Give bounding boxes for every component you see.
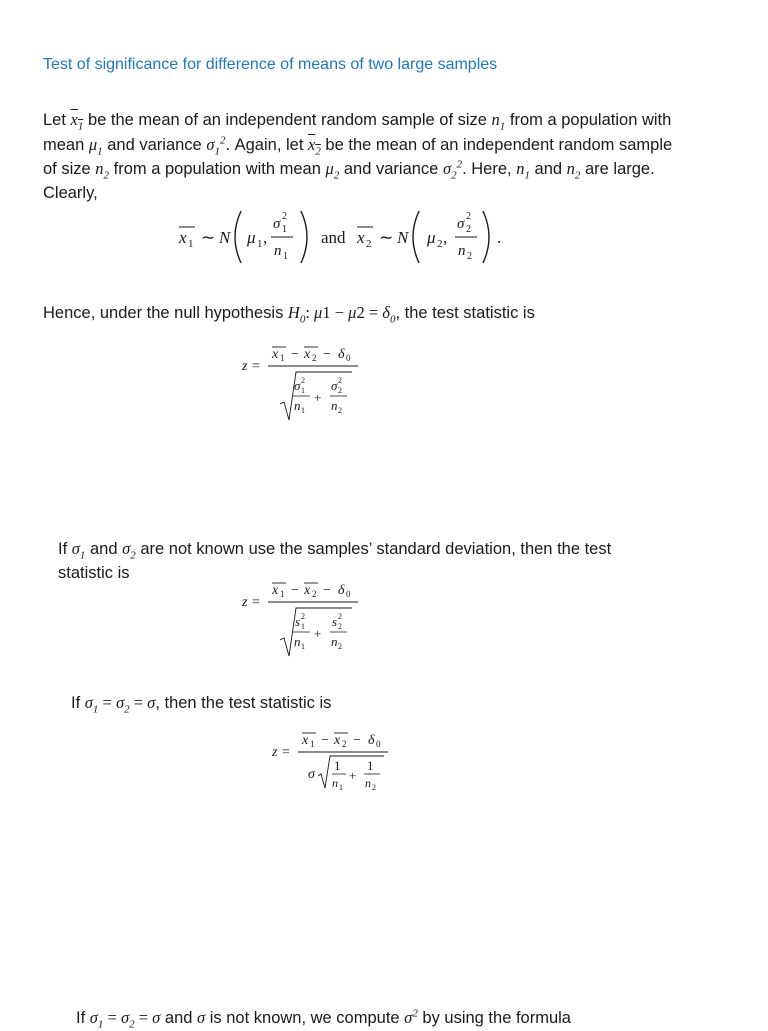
svg-text:2: 2 bbox=[372, 783, 376, 792]
svg-text:,: , bbox=[263, 228, 268, 247]
svg-text:2: 2 bbox=[338, 622, 342, 631]
z-statistic-known-variance bbox=[240, 340, 370, 431]
svg-text:−: − bbox=[323, 583, 331, 598]
svg-text:+: + bbox=[349, 768, 357, 783]
unknown-sigma-paragraph bbox=[58, 537, 738, 585]
svg-text:2: 2 bbox=[301, 376, 305, 385]
intro-paragraph bbox=[43, 108, 743, 205]
svg-text:−: − bbox=[321, 733, 329, 748]
svg-text:2: 2 bbox=[312, 353, 317, 363]
svg-text:2: 2 bbox=[338, 376, 342, 385]
null-hypothesis-paragraph: Hence, under the null hypothesis $H_0$: $\mu 1 - \mu 2 = \delta_0$, the test statistic is bbox=[43, 303, 535, 326]
intro-line-1: Let $x_1$ be the mean of an independent random sample of size $n_1$ from a population with bbox=[43, 110, 672, 133]
unknown-sigma-line-2: statistic is bbox=[58, 563, 130, 582]
svg-text:2: 2 bbox=[467, 251, 472, 262]
svg-text:x: x bbox=[334, 733, 341, 748]
svg-text:s: s bbox=[295, 614, 301, 629]
intro-line-4: Clearly, bbox=[43, 183, 98, 202]
svg-text:z: z bbox=[242, 359, 248, 374]
svg-text:s: s bbox=[332, 614, 338, 629]
svg-text:n: n bbox=[365, 776, 371, 790]
svg-text:n: n bbox=[332, 776, 338, 790]
svg-text:0: 0 bbox=[346, 353, 351, 363]
svg-text:2: 2 bbox=[338, 612, 342, 621]
svg-text:x: x bbox=[357, 228, 365, 247]
svg-text:−: − bbox=[353, 733, 361, 748]
svg-text:+: + bbox=[314, 390, 322, 405]
intro-line-2: mean $\mu_1$ and variance $\sigma_1^2$. Again, let $x_2$ be the mean of an independent random sample bbox=[43, 134, 673, 157]
svg-text:n: n bbox=[294, 398, 301, 413]
section-heading: Test of significance for difference of means of two large samples bbox=[43, 56, 498, 73]
svg-text:N: N bbox=[397, 228, 409, 247]
svg-text:σ: σ bbox=[308, 767, 315, 782]
svg-text:2: 2 bbox=[466, 224, 471, 235]
svg-text:1: 1 bbox=[310, 739, 315, 749]
svg-text:n: n bbox=[331, 634, 338, 649]
svg-text:x: x bbox=[179, 228, 187, 247]
unknown-sigma-line-1: If $\sigma_1$ and $\sigma_2$ are not known use the samples’ standard deviation, then the test bbox=[58, 539, 612, 562]
svg-text:0: 0 bbox=[376, 739, 381, 749]
svg-text:1: 1 bbox=[367, 758, 374, 773]
svg-text:1: 1 bbox=[301, 386, 305, 395]
svg-text:−: − bbox=[323, 347, 331, 362]
svg-text:2: 2 bbox=[342, 739, 347, 749]
svg-text:σ: σ bbox=[331, 378, 338, 393]
svg-text:∼: ∼ bbox=[379, 228, 394, 247]
svg-text:1: 1 bbox=[301, 622, 305, 631]
svg-text:σ: σ bbox=[273, 216, 281, 232]
svg-text:n: n bbox=[274, 243, 282, 259]
svg-text:.: . bbox=[497, 228, 502, 247]
svg-text:δ: δ bbox=[338, 347, 345, 362]
svg-text:x: x bbox=[304, 347, 311, 362]
svg-text:−: − bbox=[291, 347, 299, 362]
svg-text:n: n bbox=[294, 634, 301, 649]
svg-text:μ: μ bbox=[427, 228, 436, 247]
svg-text:1: 1 bbox=[280, 589, 285, 599]
svg-text:N: N bbox=[219, 228, 231, 247]
svg-text:+: + bbox=[314, 626, 322, 641]
svg-text:1: 1 bbox=[301, 642, 305, 651]
z-statistic-sample-sd bbox=[240, 576, 370, 667]
svg-text:1: 1 bbox=[257, 238, 263, 250]
svg-text:=: = bbox=[252, 359, 260, 374]
svg-text:x: x bbox=[272, 583, 279, 598]
svg-text:σ: σ bbox=[294, 378, 301, 393]
svg-text:,: , bbox=[443, 228, 448, 247]
svg-text:μ: μ bbox=[247, 228, 256, 247]
svg-text:−: − bbox=[291, 583, 299, 598]
svg-text:1: 1 bbox=[282, 224, 287, 235]
svg-text:1: 1 bbox=[301, 406, 305, 415]
svg-text:δ: δ bbox=[368, 733, 375, 748]
svg-text:=: = bbox=[282, 745, 290, 760]
svg-text:1: 1 bbox=[280, 353, 285, 363]
svg-text:=: = bbox=[252, 595, 260, 610]
svg-text:1: 1 bbox=[283, 251, 288, 262]
svg-text:2: 2 bbox=[366, 238, 372, 250]
svg-text:2: 2 bbox=[282, 211, 287, 222]
svg-text:2: 2 bbox=[466, 211, 471, 222]
svg-text:z: z bbox=[242, 595, 248, 610]
svg-text:0: 0 bbox=[346, 589, 351, 599]
svg-text:2: 2 bbox=[338, 642, 342, 651]
svg-text:2: 2 bbox=[312, 589, 317, 599]
compute-sigma-paragraph: If $\sigma_1 = \sigma_2 = \sigma$ and σ is not known, we compute $\sigma^2$ by using the formula bbox=[76, 1007, 571, 1031]
svg-text:x: x bbox=[272, 347, 279, 362]
sampling-distribution-formula bbox=[175, 205, 515, 274]
svg-text:2: 2 bbox=[338, 406, 342, 415]
svg-text:z: z bbox=[272, 745, 278, 760]
svg-text:and: and bbox=[321, 228, 346, 247]
svg-text:x: x bbox=[302, 733, 309, 748]
svg-text:1: 1 bbox=[339, 783, 343, 792]
svg-text:1: 1 bbox=[334, 758, 341, 773]
svg-text:δ: δ bbox=[338, 583, 345, 598]
svg-text:σ: σ bbox=[457, 216, 465, 232]
svg-text:1: 1 bbox=[188, 238, 194, 250]
svg-text:2: 2 bbox=[437, 238, 443, 250]
svg-text:2: 2 bbox=[301, 612, 305, 621]
equal-sigma-paragraph: If $\sigma_1 = \sigma_2 = \sigma$, then the test statistic is bbox=[71, 693, 332, 716]
svg-text:n: n bbox=[458, 243, 466, 259]
intro-line-3: of size $n_2$ from a population with mean $\mu_2$ and variance $\sigma_2^2$. Here, $n_1$ and $n_2$ are large. bbox=[43, 158, 655, 182]
svg-text:∼: ∼ bbox=[201, 228, 216, 247]
svg-text:2: 2 bbox=[338, 386, 342, 395]
z-statistic-equal-sigma bbox=[270, 726, 400, 801]
svg-text:x: x bbox=[304, 583, 311, 598]
svg-text:n: n bbox=[331, 398, 338, 413]
